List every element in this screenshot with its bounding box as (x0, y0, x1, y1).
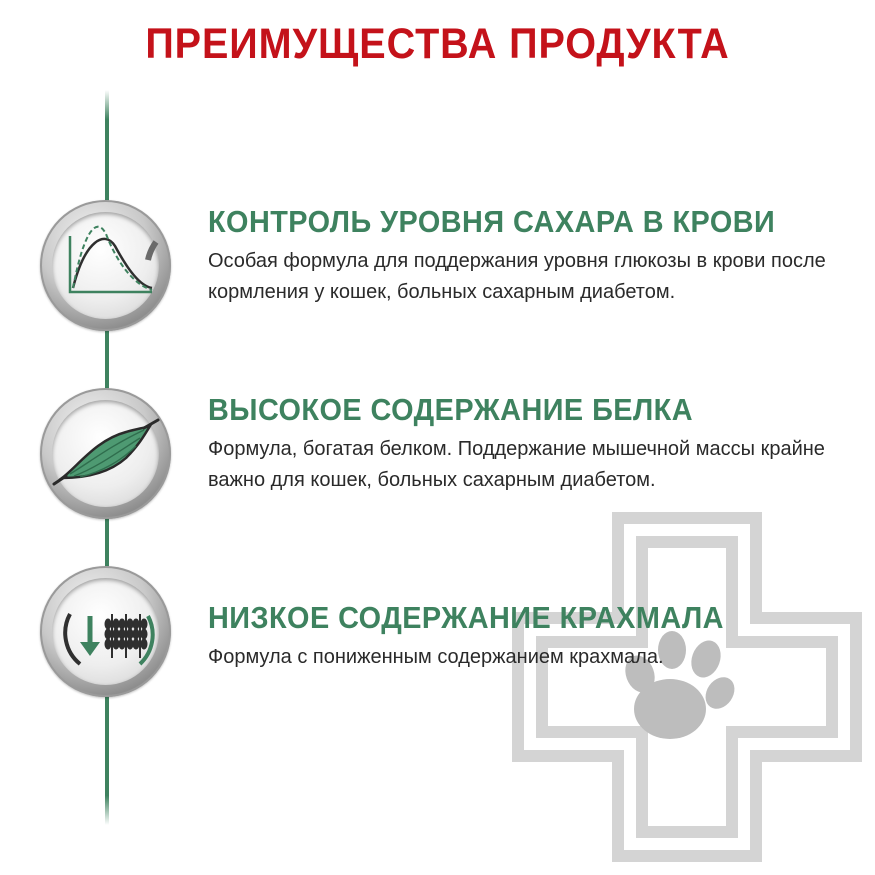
feature-heading: ВЫСОКОЕ СОДЕРЖАНИЕ БЕЛКА (208, 392, 694, 427)
feature-protein (208, 392, 848, 496)
protein-badge (40, 388, 171, 519)
low-grain-icon (40, 566, 171, 697)
vet-cross-paw-icon (512, 512, 862, 862)
feature-description: Особая формула для поддержания уровня глюкозы в крови после кормления у кошек, больных сахарным диабетом. (208, 250, 826, 303)
feature-description: Формула, богатая белком. Поддержание мышечной массы крайне важно для кошек, больных сахарным диабетом. (208, 438, 825, 491)
feature-heading: КОНТРОЛЬ УРОВНЯ САХАРА В КРОВИ (208, 204, 776, 239)
page-title: ПРЕИМУЩЕСТВА ПРОДУКТА (145, 20, 730, 68)
feature-starch (208, 600, 848, 673)
feature-heading: НИЗКОЕ СОДЕРЖАНИЕ КРАХМАЛА (208, 600, 724, 635)
glucose-badge (40, 200, 171, 331)
feature-blood-sugar (208, 204, 848, 308)
glucose-curve-icon (40, 200, 171, 331)
muscle-icon (40, 388, 171, 519)
feature-description: Формула с пониженным содержанием крахмала. (208, 646, 664, 668)
starch-badge (40, 566, 171, 697)
